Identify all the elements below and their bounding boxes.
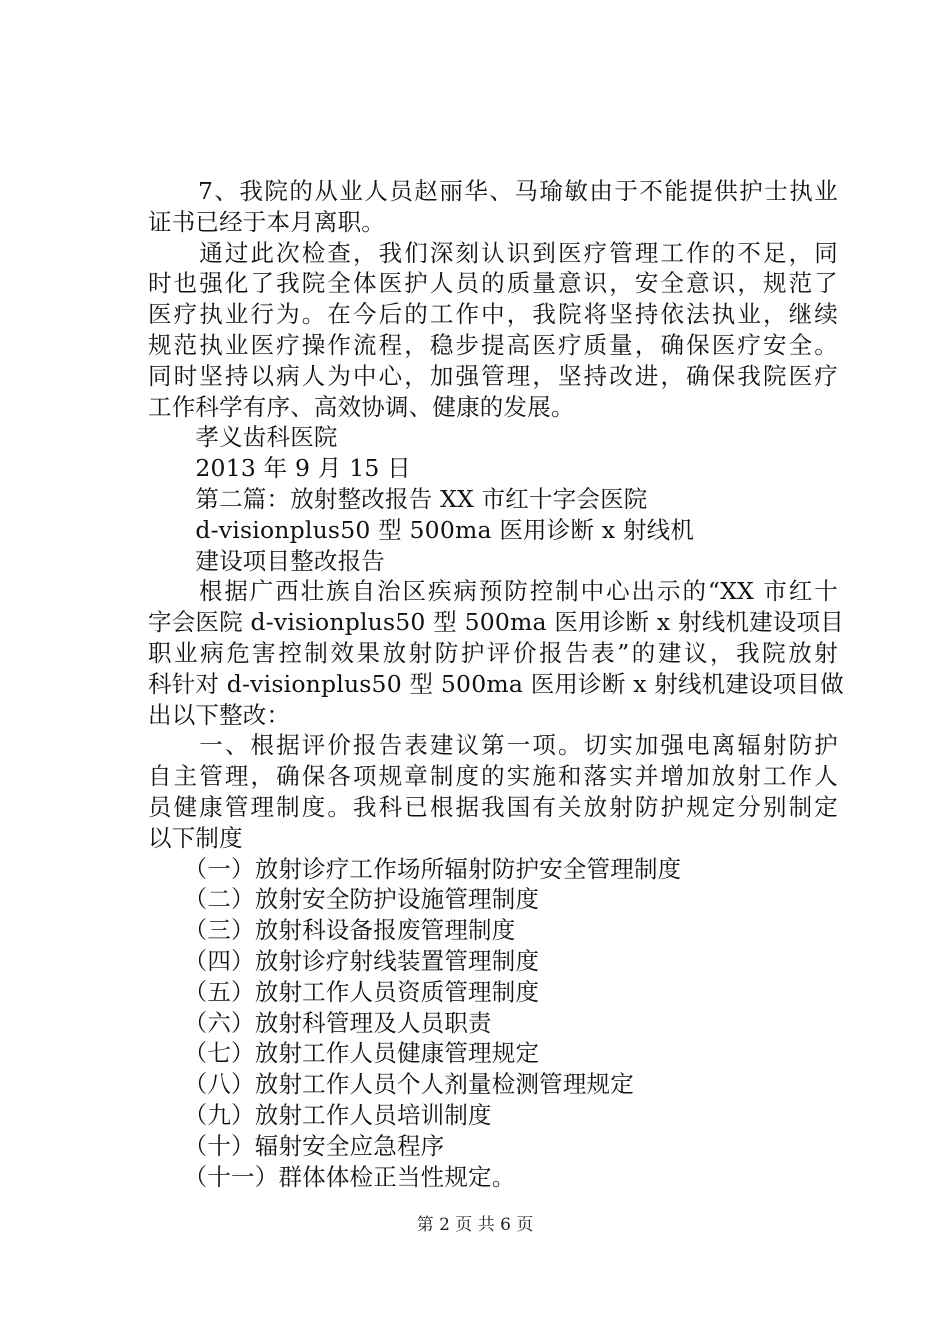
text-line: 第二篇：放射整改报告 XX 市红十字会医院 — [148, 484, 648, 513]
text-line: （九）放射工作人员培训制度 — [148, 1100, 492, 1129]
text-line: d-visionplus50 型 500ma 医用诊断 x 射线机 — [148, 515, 695, 544]
text-line: （一）放射诊疗工作场所辐射防护安全管理制度 — [148, 854, 682, 883]
text-line: 根据广西壮族自治区疾病预防控制中心出示的“XX 市红十 — [148, 577, 838, 606]
text-line: 7、我院的从业人员赵丽华、马瑜敏由于不能提供护士执业 — [148, 177, 838, 205]
text-line: （十）辐射安全应急程序 — [148, 1131, 445, 1160]
text-line: 工作科学有序、高效协调、健康的发展。 — [148, 392, 575, 421]
text-line: 一、根据评价报告表建议第一项。切实加强电离辐射防护 — [148, 731, 838, 760]
text-line: （八）放射工作人员个人剂量检测管理规定 — [148, 1070, 634, 1099]
text-line: 通过此次检查，我们深刻认识到医疗管理工作的不足，同 — [148, 238, 838, 267]
text-line: 同时坚持以病人为中心，加强管理，坚持改进，确保我院医疗 — [148, 361, 838, 390]
text-line: 职业病危害控制效果放射防护评价报告表”的建议，我院放射 — [148, 638, 838, 667]
text-line: （四）放射诊疗射线装置管理制度 — [148, 946, 540, 975]
page-footer: 第 2 页 共 6 页 — [416, 1215, 534, 1235]
text-line: 医疗执业行为。在今后的工作中，我院将坚持依法执业，继续 — [148, 300, 838, 329]
text-line: （三）放射科设备报废管理制度 — [148, 916, 516, 945]
text-line: （六）放射科管理及人员职责 — [148, 1008, 492, 1037]
text-line: 科针对 d-visionplus50 型 500ma 医用诊断 x 射线机建设项目做 — [148, 669, 844, 698]
text-line: （二）放射安全防护设施管理制度 — [148, 885, 540, 914]
text-line: 建设项目整改报告 — [148, 546, 385, 575]
text-line: 规范执业医疗操作流程，稳步提高医疗质量，确保医疗安全。 — [148, 330, 838, 359]
text-line: 以下制度 — [148, 823, 243, 852]
text-line: 证书已经于本月离职。 — [148, 207, 385, 236]
text-line: 时也强化了我院全体医护人员的质量意识，安全意识，规范了 — [148, 269, 838, 298]
text-line: （七）放射工作人员健康管理规定 — [148, 1039, 540, 1068]
document-body — [148, 176, 844, 1192]
text-line: 孝义齿科医院 — [148, 423, 338, 452]
text-line: （十一）群体体检正当性规定。 — [148, 1162, 516, 1191]
text-line: 员健康管理制度。我科已根据我国有关放射防护规定分别制定 — [148, 792, 838, 821]
text-line: 自主管理，确保各项规章制度的实施和落实并增加放射工作人 — [148, 762, 838, 791]
text-line: （五）放射工作人员资质管理制度 — [148, 977, 540, 1006]
text-line: 出以下整改： — [148, 700, 291, 729]
text-line: 字会医院 d-visionplus50 型 500ma 医用诊断 x 射线机建设项目 — [148, 608, 844, 637]
text-line: 2013 年 9 月 15 日 — [148, 454, 411, 483]
